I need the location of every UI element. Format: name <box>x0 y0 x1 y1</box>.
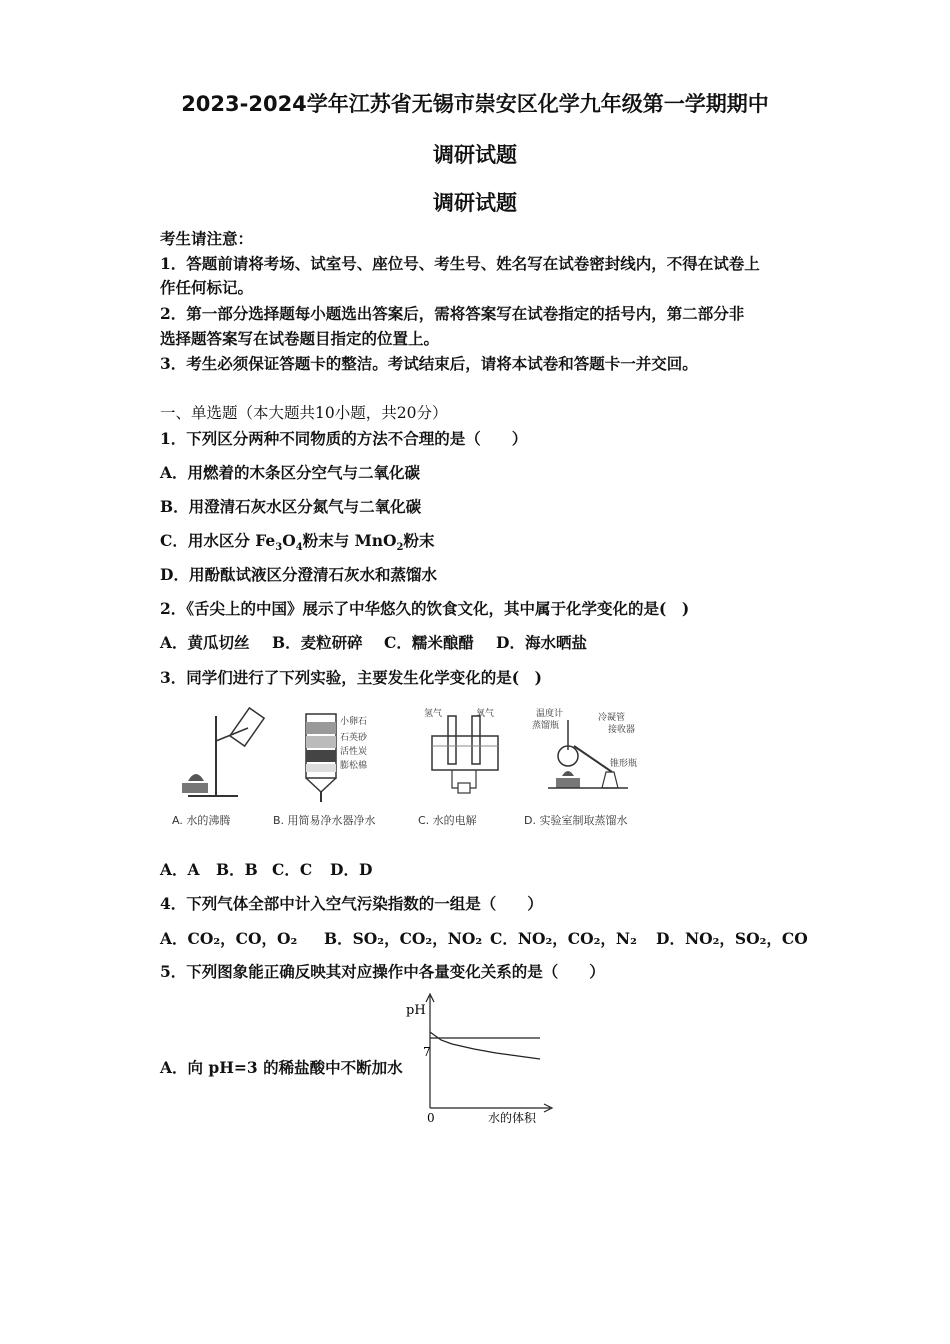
q3-caption-d: D. 实验室制取蒸馏水 <box>524 814 628 827</box>
exam-subtitle-repeat: 调研试题 <box>433 191 517 215</box>
label-conical-flask: 锥形瓶 <box>610 759 638 769</box>
q1-stem: 1．下列区分两种不同物质的方法不合理的是（ ） <box>160 429 528 448</box>
label-oxygen: 氧气 <box>476 709 495 719</box>
y-tick-7: 7 <box>423 1045 431 1059</box>
q2-option-d: D．海水晒盐 <box>496 633 587 652</box>
x-axis-label: 水的体积 <box>488 1111 537 1125</box>
label-receiver: 接收器 <box>608 725 636 735</box>
exam-title: 2023-2024学年江苏省无锡市崇安区化学九年级第一学期期中 <box>181 92 769 116</box>
notice-heading: 考生请注意： <box>160 229 254 248</box>
label-activated-carbon: 活性炭 <box>340 747 368 757</box>
q1-option-b: B．用澄清石灰水区分氮气与二氧化碳 <box>160 497 422 516</box>
notice-item-2-cont: 选择题答案写在试卷题目指定的位置上。 <box>160 329 440 348</box>
figure-distillation <box>528 706 648 806</box>
q4-option-b: B．SO₂，CO₂，NO₂ <box>324 929 483 948</box>
q4-option-a: A．CO₂，CO，O₂ <box>160 929 298 948</box>
q3-option-b: B．B <box>216 860 258 879</box>
q5-stem: 5．下列图象能正确反映其对应操作中各量变化关系的是（ ） <box>160 962 605 981</box>
q2-options <box>160 631 760 653</box>
y-axis-label: pH <box>406 1003 426 1018</box>
series-ph-curve <box>430 1032 540 1059</box>
q5-option-a: A．向 pH=3 的稀盐酸中不断加水 <box>160 1058 403 1077</box>
notice-item-3: 3．考生必须保证答题卡的整洁。考试结束后，请将本试卷和答题卡一并交回。 <box>160 354 698 373</box>
q2-option-a: A．黄瓜切丝 <box>160 633 250 652</box>
label-pebbles: 小卵石 <box>340 717 368 727</box>
label-distilling-flask: 蒸馏瓶 <box>532 721 560 731</box>
figure-electrolysis <box>422 706 512 806</box>
notice-item-1: 1．答题前请将考场、试室号、座位号、考生号、姓名写在试卷密封线内，不得在试卷上 <box>160 254 760 273</box>
q3-caption-a: A. 水的沸腾 <box>172 814 231 827</box>
label-quartz-sand: 石英砂 <box>340 733 368 743</box>
q2-option-c: C．糯米酿醋 <box>384 633 474 652</box>
q1-option-c: C．用水区分 $Fe_3O_4$粉末与 MnO$_2$粉末 <box>160 531 435 554</box>
q3-options <box>160 858 560 880</box>
origin-label: 0 <box>427 1111 435 1125</box>
q2-option-b: B．麦粒研碎 <box>272 633 363 652</box>
q3-caption-b: B. 用简易净水器净水 <box>273 814 376 827</box>
q4-option-c: C．NO₂，CO₂，N₂ <box>490 929 637 948</box>
q4-stem: 4．下列气体全部中计入空气污染指数的一组是（ ） <box>160 894 543 913</box>
q3-caption-c: C. 水的电解 <box>418 814 477 827</box>
label-condenser: 冷凝管 <box>598 713 626 723</box>
notice-item-2: 2．第一部分选择题每小题选出答案后，需将答案写在试卷指定的括号内，第二部分非 <box>160 304 745 323</box>
figure-water-purifier <box>298 706 378 806</box>
q3-stem: 3．同学们进行了下列实验，主要发生化学变化的是( ) <box>160 668 542 687</box>
q4-options <box>160 927 820 949</box>
label-cotton: 膨松棉 <box>340 761 368 771</box>
figure-boiling-water <box>168 706 268 806</box>
exam-subtitle: 调研试题 <box>433 143 517 167</box>
q3-option-d: D．D <box>330 860 373 879</box>
ph-chart <box>400 990 570 1130</box>
notice-item-1-cont: 作任何标记。 <box>160 278 254 297</box>
label-thermometer: 温度计 <box>536 709 564 719</box>
q3-option-c: C．C <box>272 860 313 879</box>
q4-option-d: D．NO₂，SO₂，CO <box>656 929 808 948</box>
section-heading: 一、单选题（本大题共10小题，共20分） <box>160 404 448 422</box>
q2-stem: 2．《舌尖上的中国》展示了中华悠久的饮食文化，其中属于化学变化的是( ) <box>160 599 690 618</box>
q3-option-a: A．A <box>160 860 200 879</box>
label-hydrogen: 氢气 <box>424 709 443 719</box>
q1-option-a: A．用燃着的木条区分空气与二氧化碳 <box>160 463 421 482</box>
q1-option-d: D．用酚酞试液区分澄清石灰水和蒸馏水 <box>160 565 437 584</box>
